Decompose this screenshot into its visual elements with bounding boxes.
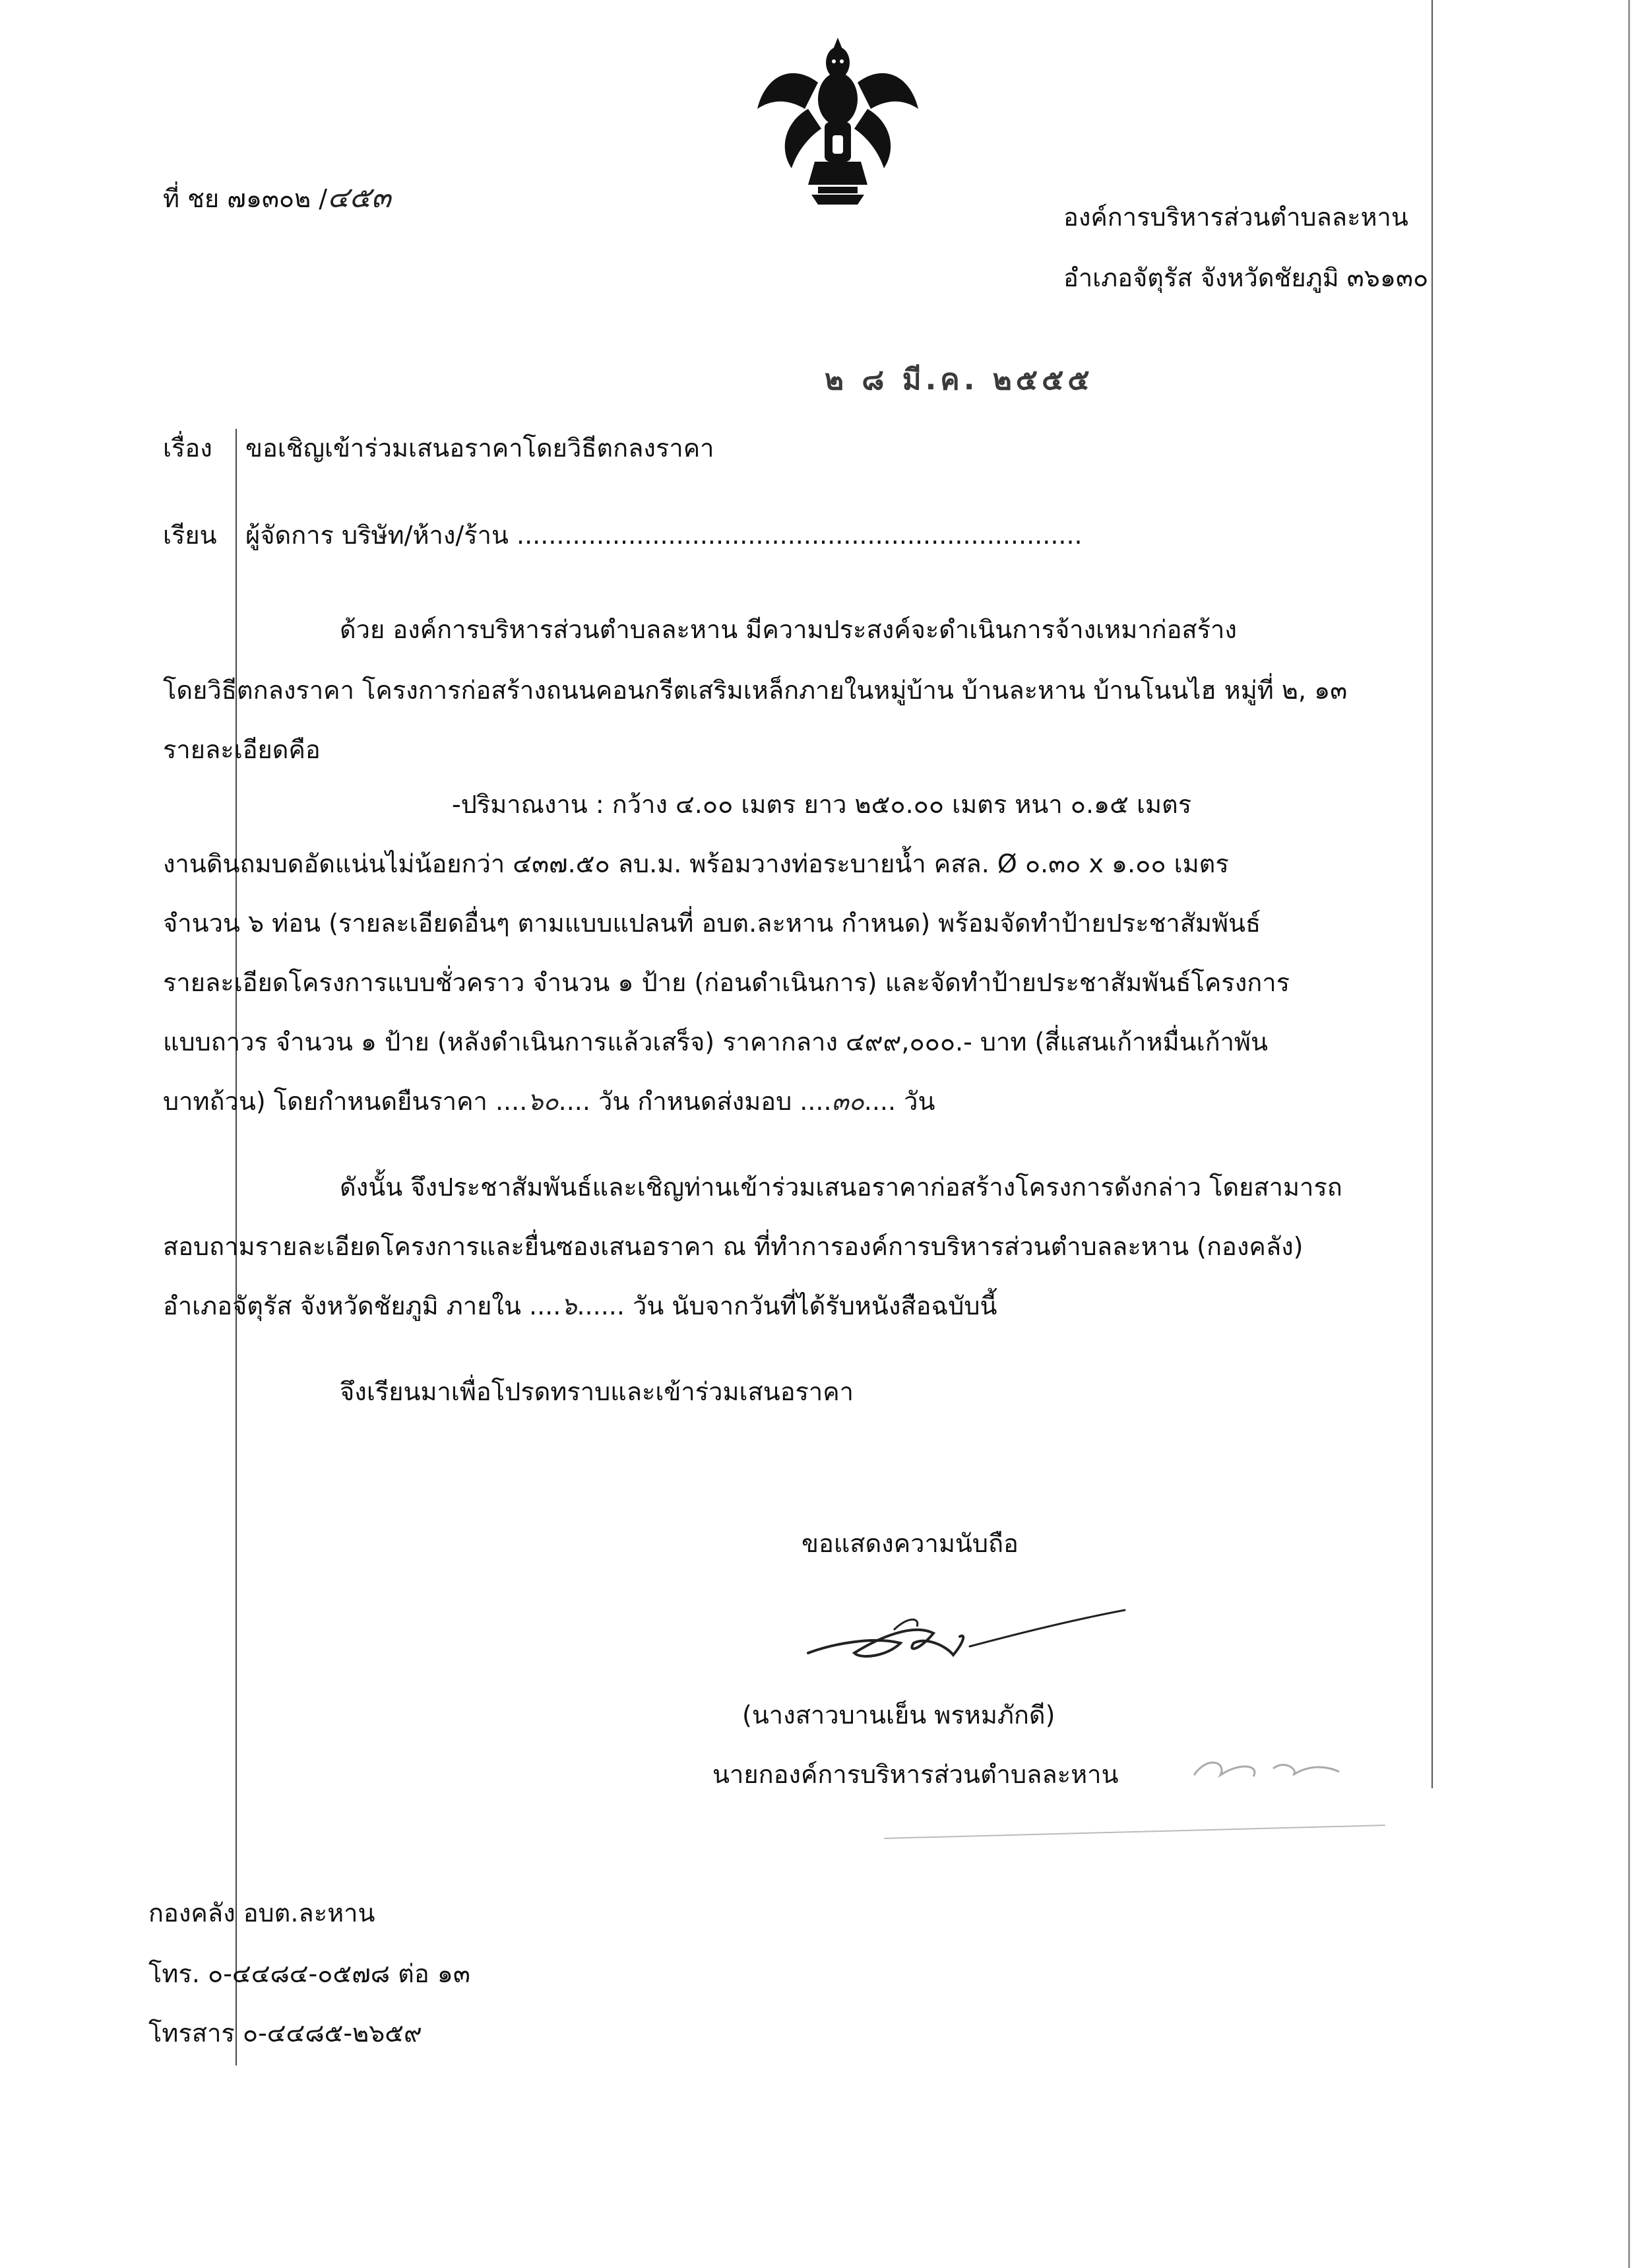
para3-line3 xyxy=(163,1293,997,1318)
to-label: เรียน xyxy=(163,521,217,550)
para2-line6-text: .... วัน xyxy=(864,1087,935,1116)
subject: ขอเชิญเข้าร่วมเสนอราคาโดยวิธีตกลงราคา xyxy=(245,434,714,463)
sender-org: องค์การบริหารส่วนตำบลละหาน xyxy=(1063,203,1408,232)
para2-line4: รายละเอียดโครงการแบบชั่วคราว จำนวน ๑ ป้าย (ก่อนดำเนินการ) และจัดทำป้ายประชาสัมพันธ์โครงการ xyxy=(163,968,1290,997)
sender-address: อำเภอจัตุรัส จังหวัดชัยภูมิ ๓๖๑๓๐ xyxy=(1063,263,1429,292)
footer-fax: โทรสาร ๐-๔๔๘๕-๒๖๕๙ xyxy=(148,2019,422,2048)
signature xyxy=(795,1597,1138,1676)
para2-line2: งานดินถมบดอัดแน่นไม่น้อยกว่า ๔๓๗.๕๐ ลบ.ม. พร้อมวางท่อระบายน้ำ คสล. Ø ๐.๓๐ x ๑.๐๐ เมตร xyxy=(163,849,1229,878)
para1-line3: รายละเอียดคือ xyxy=(163,735,321,764)
para3-line3-text: อำเภอจัตุรัส จังหวัดชัยภูมิ ภายใน .... xyxy=(163,1291,561,1320)
para1-line2: โดยวิธีตกลงราคา โครงการก่อสร้างถนนคอนกรีตเสริมเหล็กภายในหมู่บ้าน บ้านละหาน บ้านโนนไฮ หมู่ที่ ๒, ๑๓ xyxy=(163,676,1348,705)
delivery-days: ๓๐ xyxy=(831,1087,864,1116)
reference-handwritten: ๔๕๓ xyxy=(327,181,391,214)
submission-days: ๖ xyxy=(561,1291,577,1320)
initials-mark xyxy=(1187,1742,1425,1788)
subject-label: เรื่อง xyxy=(163,434,212,463)
page-edge xyxy=(1628,0,1630,2268)
para1-line1: ด้วย องค์การบริหารส่วนตำบลละหาน มีความประสงค์จะดำเนินการจ้างเหมาก่อสร้าง xyxy=(340,615,1237,644)
reference-number-text: ที่ ชย ๗๑๓๐๒ / xyxy=(163,184,328,213)
regards: ขอแสดงความนับถือ xyxy=(802,1529,1019,1558)
footer-phone: โทร. ๐-๔๔๘๔-๐๕๗๘ ต่อ ๑๓ xyxy=(148,1959,470,1988)
price-validity-days: ๖๐ xyxy=(527,1087,559,1116)
para2-line3: จำนวน ๖ ท่อน (รายละเอียดอื่นๆ ตามแบบแปลนที่ อบต.ละหาน กำหนด) พร้อมจัดทำป้ายประชาสัมพันธ์ xyxy=(163,909,1261,938)
footer-department: กองคลัง อบต.ละหาน xyxy=(148,1898,375,1928)
recipient: ผู้จัดการ บริษัท/ห้าง/ร้าน ....................................................................... xyxy=(245,521,1083,550)
garuda-emblem xyxy=(752,36,924,208)
para2-line6-text: .... วัน กำหนดส่งมอบ .... xyxy=(558,1087,832,1116)
signer-title: นายกองค์การบริหารส่วนตำบลละหาน xyxy=(712,1760,1119,1789)
scan-line xyxy=(1432,0,1433,1788)
para2-line6 xyxy=(163,1089,935,1114)
divider xyxy=(884,1825,1385,1839)
para3-line3-text: ...... วัน นับจากวันที่ได้รับหนังสือฉบับนี้ xyxy=(577,1291,997,1320)
closing-paragraph: จึงเรียนมาเพื่อโปรดทราบและเข้าร่วมเสนอราคา xyxy=(340,1377,854,1406)
reference-number xyxy=(163,183,391,212)
para2-line6-text: บาทถ้วน) โดยกำหนดยืนราคา .... xyxy=(163,1087,528,1116)
signer-name: (นางสาวบานเย็น พรหมภักดี) xyxy=(742,1701,1055,1730)
para3-line1: ดังนั้น จึงประชาสัมพันธ์และเชิญท่านเข้าร่วมเสนอราคาก่อสร้างโครงการดังกล่าว โดยสามารถ xyxy=(340,1173,1342,1202)
date-stamp: ๒ ๘ มี.ค. ๒๕๕๕ xyxy=(825,363,1094,397)
para3-line2: สอบถามรายละเอียดโครงการและยื่นซองเสนอราคา ณ ที่ทำการองค์การบริหารส่วนตำบลละหาน (กองคลัง) xyxy=(163,1232,1304,1261)
para2-line1: -ปริมาณงาน : กว้าง ๔.๐๐ เมตร ยาว ๒๕๐.๐๐ เมตร หนา ๐.๑๕ เมตร xyxy=(452,790,1192,819)
para2-line5: แบบถาวร จำนวน ๑ ป้าย (หลังดำเนินการแล้วเสร็จ) ราคากลาง ๔๙๙,๐๐๐.- บาท (สี่แสนเก้าหมื่นเก้าพัน xyxy=(163,1027,1268,1056)
